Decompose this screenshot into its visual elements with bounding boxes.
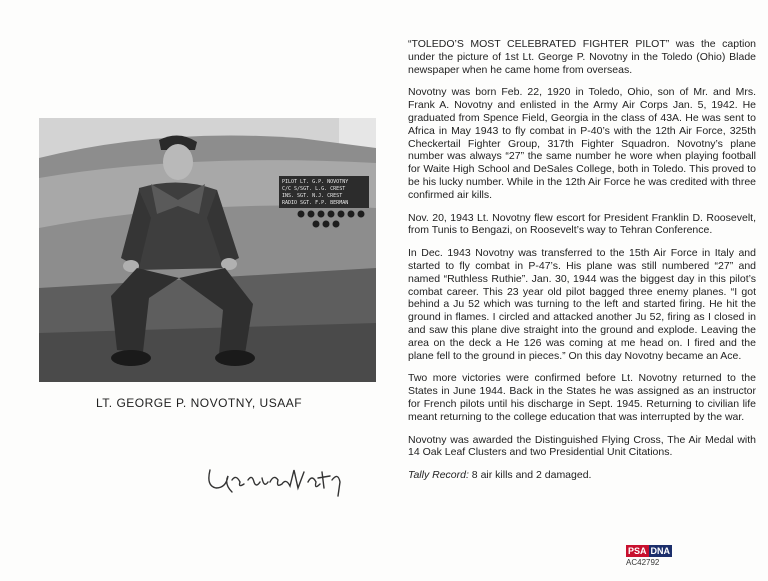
paragraph-2: Novotny was born Feb. 22, 1920 in Toledo, Ohio, son of Mr. and Mrs. Frank A. Novotny and enlisted in the Army Air Corps Jan. 5, 1942. He graduated from Spence Field, Georgia in the class of 43A. He was sent to Africa in May 1943 to fly combat in P-40’s with the 12th Air Force, 325th Checkertail Fighter Group, 317th Fighter Squadron. Novotny’s plane number was always “27” the same number he wore when playing football for Waite High School and DeSales College, both in Toledo. This proved to be his lucky number. While in the 12th Air Force he was credited with three confirmed air kills. xyxy=(408,86,756,201)
pilot-signature xyxy=(204,452,374,502)
tally-record xyxy=(408,469,756,482)
certificate-number: AC42792 xyxy=(626,558,660,567)
tally-label: Tally Record: xyxy=(408,469,469,482)
tally-value: 8 air kills and 2 damaged. xyxy=(468,469,592,482)
psa-dna-logo xyxy=(626,545,672,557)
paragraph-5: Two more victories were confirmed before Lt. Novotny returned to the States in June 1944. Back in the States he was assigned as an instructor for French pilots until his discharge in Sept. 1945. Returning to civilian life meant returning to the college education that was interrupted by the war. xyxy=(408,372,756,423)
paragraph-4: In Dec. 1943 Novotny was transferred to the 15th Air Force in Italy and started to fly combat in P-47’s. His plane was still numbered “27” and named “Ruthless Ruthie”. Jan. 30, 1944 was the biggest day in this pilot’s combat career. This 23 year old pilot bagged three enemy planes. “I got behind a Ju 52 which was turning to the left and started firing. He hit the ground in flames. I circled and attacked another Ju 52, firing as I closed in and saw this plane dive straight into the ground and explode. Leaving the area on the deck a He 126 was coming at me head on. I fired and the plane fell to the ground in pieces.” On this day Novotny became an Ace. xyxy=(408,247,756,362)
pilot-photo xyxy=(39,118,376,382)
photo-caption: LT. GEORGE P. NOVOTNY, USAAF xyxy=(96,396,303,410)
stencil-line-1: PILOT LT. G.P. NOVOTNY xyxy=(282,179,349,185)
paragraph-6: Novotny was awarded the Distinguished Flying Cross, The Air Medal with 14 Oak Leaf Clusters and two Presidential Unit Citations. xyxy=(408,433,756,459)
dna-logo-text: DNA xyxy=(650,546,671,556)
stencil-line-3: INS. SGT. N.J. CREST xyxy=(282,193,343,199)
paragraph-1: “TOLEDO’S MOST CELEBRATED FIGHTER PILOT” was the caption under the picture of 1st Lt. George P. Novotny in the Toledo (Ohio) Blade newspaper when he came home from overseas. xyxy=(408,38,756,76)
stencil-line-2: C/C S/SGT. L.G. CREST xyxy=(282,186,346,192)
stencil-line-4: RADIO SGT. F.P. BERMAN xyxy=(282,200,349,206)
photo-illustration xyxy=(39,118,376,382)
paragraph-3: Nov. 20, 1943 Lt. Novotny flew escort for President Franklin D. Roosevelt, from Tunis to Bengazi, on Roosevelt’s way to Tehran Conference. xyxy=(408,211,756,237)
biography-text xyxy=(408,38,756,492)
psa-logo-text: PSA xyxy=(628,546,647,556)
